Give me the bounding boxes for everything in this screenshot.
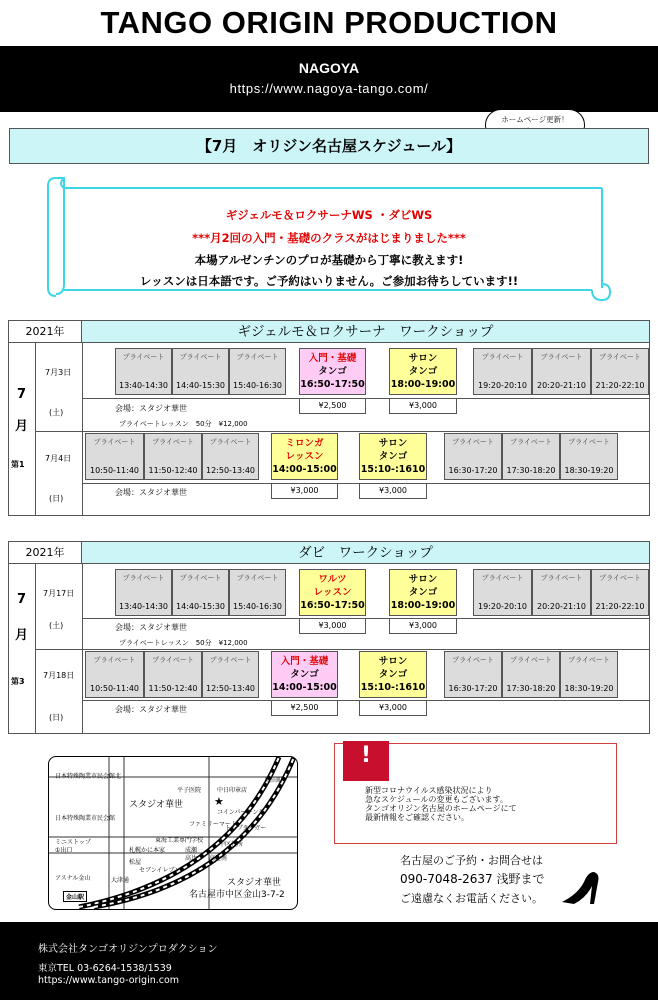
intro-line: ***月2回の入門・基礎のクラスがはじまりました*** [192, 231, 466, 245]
weekday-label: (日) [49, 494, 64, 503]
table-year: 2021年 [9, 542, 82, 564]
venue-label: 会場：スタジオ華世 [115, 623, 187, 632]
map-label: 札幌かに本家 [129, 847, 166, 854]
price-cell: ¥3,000 [389, 398, 457, 414]
header-banner [0, 46, 658, 124]
private-slot: プライベート 14:40-15:30 [172, 569, 229, 616]
map-label: 成瀬 [185, 847, 198, 854]
map-label: 日本特殊陶業市民会館北 [55, 773, 122, 780]
private-slot: プライベート 16:30-17:20 [444, 651, 502, 698]
schedule-title: 【7月 オリジン名古屋スケジュール】 [9, 128, 649, 164]
week-label: 第1 [11, 460, 25, 469]
contact-person: 浅野まで [492, 872, 545, 886]
venue-label: 会場：スタジオ華世 [115, 705, 187, 714]
price-cell: ¥3,000 [299, 618, 366, 634]
event-cell: サロン タンゴ 15:10-:1610 [359, 651, 427, 698]
notice-text: 新型コロナウイルス感染状況により 急なスケジュールの変更もございます。 タンゴオリジン名古屋のホームページにて 最新情報をご確認ください。 [365, 786, 517, 822]
map-label: 大津通 [111, 877, 130, 884]
map-label: アスナル金山 [55, 875, 91, 882]
map-label: セブンイレブン [139, 867, 181, 874]
table-year: 2021年 [9, 321, 82, 343]
map-label: 東海工業専門学校 [155, 837, 204, 844]
high-heel-icon [560, 868, 602, 906]
company-website[interactable]: https://www.tango-origin.com [38, 975, 180, 986]
venue-label: 会場：スタジオ華世 [115, 488, 187, 497]
covid-notice [334, 743, 617, 844]
map-label: 中日印章店 [217, 787, 248, 794]
date-label: 7月18日 [43, 671, 75, 680]
page-title: TANGO ORIGIN PRODUCTION [100, 5, 558, 40]
map-label: ファミリーマート [189, 821, 237, 828]
footer [0, 922, 658, 1000]
month-suffix: 月 [15, 419, 29, 434]
map-label: 高辻南 [209, 855, 228, 862]
access-map [48, 756, 298, 910]
month-number: 7 [17, 387, 27, 402]
contact-line: 名古屋のご予約・お問合せは [400, 854, 543, 867]
event-cell: ミロンガ レッスン 14:00-15:00 [271, 433, 338, 480]
table-title: ダビ ワークショップ [82, 542, 649, 564]
private-slot: プライベート 11:50-12:40 [144, 433, 202, 480]
intro-line: レッスンは日本語です。ご予約はいりません。ご参加お待ちしています!! [139, 274, 519, 288]
map-label: 岡田町 [265, 777, 284, 784]
map-label: トップタイガー [225, 825, 267, 832]
event-cell: ワルツ レッスン 16:50-17:50 [299, 569, 366, 616]
weekday-label: (日) [49, 713, 64, 722]
event-cell: 入門・基礎 タンゴ 14:00-15:00 [271, 651, 338, 698]
event-cell: サロン タンゴ 15:10-:1610 [359, 433, 427, 480]
private-slot: プライベート 15:40-16:30 [229, 569, 286, 616]
private-slot: プライベート 10:50-11:40 [85, 433, 144, 480]
private-note: プライベートレッスン 50分 ¥12,000 [119, 420, 248, 428]
private-slot: プライベート 11:50-12:40 [144, 651, 202, 698]
weekday-label: (土) [49, 621, 64, 630]
price-cell: ¥3,000 [271, 483, 338, 499]
table-title: ギジェルモ＆ロクサーナ ワークショップ [82, 321, 649, 343]
private-note: プライベートレッスン 50分 ¥12,000 [119, 639, 248, 647]
contact-line: ご遠慮なくお電話ください。 [400, 892, 543, 905]
private-slot: プライベート 12:50-13:40 [202, 651, 259, 698]
weekday-label: (土) [49, 408, 64, 417]
private-slot: プライベート 20:20-21:10 [532, 569, 591, 616]
intro-line: 本場アルゼンチンのプロが基礎から丁寧に教えます! [194, 253, 464, 267]
city-name: NAGOYA [298, 60, 360, 76]
map-label: ミニストップ [55, 839, 91, 846]
private-slot: プライベート 18:30-19:20 [560, 651, 618, 698]
phone-number[interactable]: 090-7048-2637 [400, 872, 493, 886]
private-slot: プライベート 19:20-20:10 [473, 569, 532, 616]
private-slot: プライベート 13:40-14:30 [115, 348, 172, 395]
private-slot: プライベート 13:40-14:30 [115, 569, 172, 616]
private-slot: プライベート 21:20-22:10 [591, 348, 649, 395]
private-slot: プライベート 10:50-11:40 [85, 651, 144, 698]
private-slot: プライベート 18:30-19:20 [560, 433, 618, 480]
map-label: スタジオ華世 [227, 878, 282, 888]
map-label: 日本特殊陶業市民会館 [55, 815, 116, 822]
event-cell: サロン タンゴ 18:00-19:00 [389, 348, 457, 395]
map-label: 金山駅 [63, 891, 87, 902]
company-name: 株式会社タンゴオリジンプロダクション [38, 944, 218, 955]
private-slot: プライベート 20:20-21:10 [532, 348, 591, 395]
intro-scroll [44, 172, 614, 302]
date-label: 7月3日 [45, 368, 72, 377]
private-slot: プライベート 15:40-16:30 [229, 348, 286, 395]
price-cell: ¥3,000 [389, 618, 457, 634]
svg-text:★: ★ [214, 795, 224, 808]
venue-label: 会場：スタジオ華世 [115, 404, 187, 413]
price-cell: ¥2,500 [299, 398, 366, 414]
price-cell: ¥3,000 [359, 700, 427, 716]
date-label: 7月17日 [43, 589, 75, 598]
warning-icon: ! [343, 741, 389, 781]
private-slot: プライベート 16:30-17:20 [444, 433, 502, 480]
map-label: 松屋 [129, 859, 142, 866]
private-slot: プライベート 17:30-18:20 [502, 433, 560, 480]
map-label: 平子医院 [177, 787, 202, 794]
map-label: 名古屋市中区金山3-7-2 [189, 890, 285, 900]
month-number: 7 [17, 592, 27, 607]
map-label: ①出口 [55, 847, 73, 854]
private-slot: プライベート 17:30-18:20 [502, 651, 560, 698]
month-suffix: 月 [15, 628, 29, 643]
map-label: スタジオ華世 [129, 800, 184, 810]
event-cell: 入門・基礎 タンゴ 16:50-17:50 [299, 348, 366, 395]
workshop-table-2 [8, 541, 650, 734]
intro-line: ギジェルモ＆ロクサーナWS ・ダビWS [225, 208, 433, 222]
date-label: 7月4日 [45, 454, 72, 463]
week-label: 第3 [11, 677, 25, 686]
tokyo-tel: 東京TEL 03-6264-1538/1539 [38, 963, 172, 974]
price-cell: ¥3,000 [359, 483, 427, 499]
private-slot: プライベート 12:50-13:40 [202, 433, 259, 480]
contact-phone [400, 870, 544, 887]
bubble-line: ホームページ更新！ [501, 115, 569, 124]
website-link[interactable]: https://www.nagoya-tango.com/ [229, 81, 429, 96]
event-cell: サロン タンゴ 18:00-19:00 [389, 569, 457, 616]
private-slot: プライベート 14:40-15:30 [172, 348, 229, 395]
private-slot: プライベート 19:20-20:10 [473, 348, 532, 395]
price-cell: ¥2,500 [271, 700, 338, 716]
map-label: 高辻 [185, 855, 198, 862]
map-label: 中区役所 [219, 841, 244, 848]
workshop-table-1 [8, 320, 650, 516]
map-label: コインパーキング [217, 809, 265, 816]
private-slot: プライベート 21:20-22:10 [591, 569, 649, 616]
